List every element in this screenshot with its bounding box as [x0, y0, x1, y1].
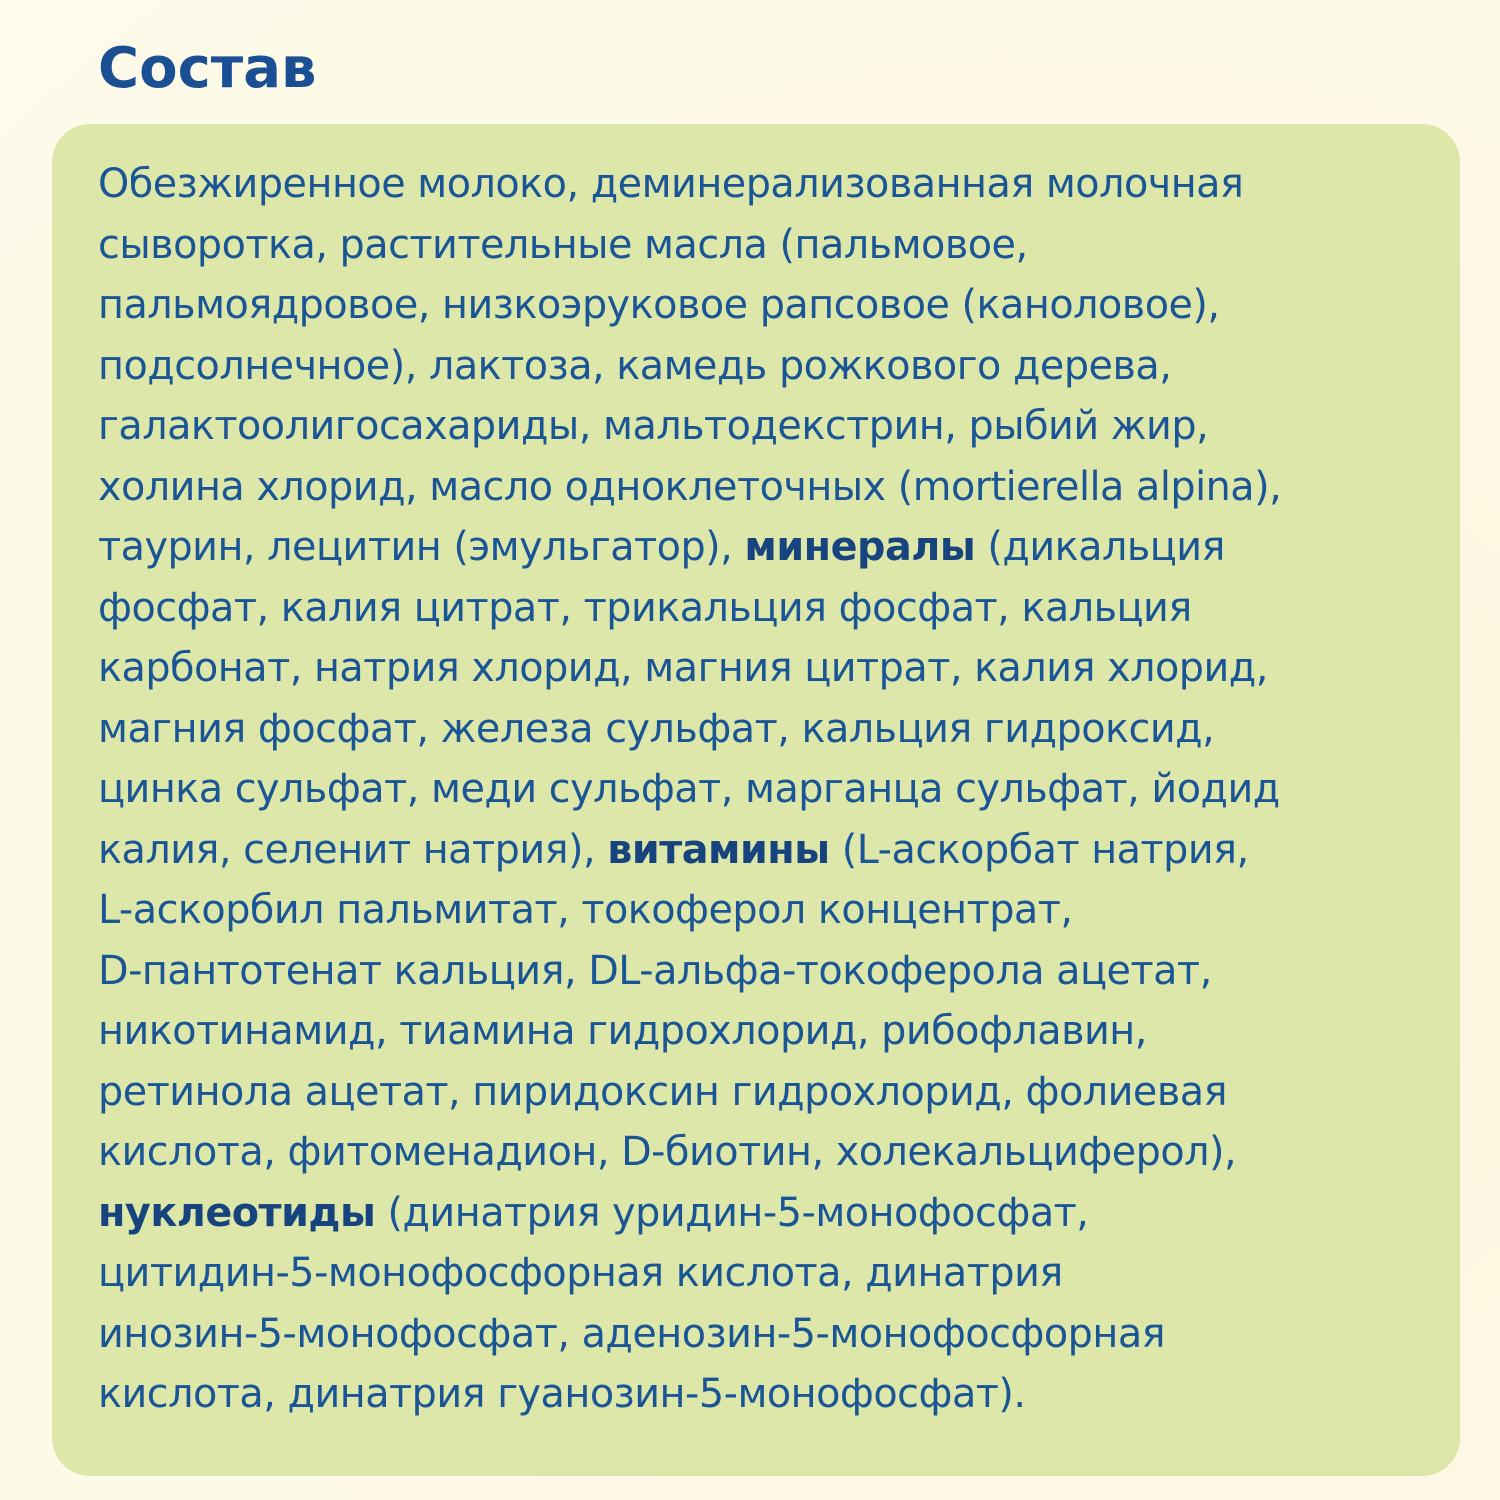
ingredients-line: пальмоядровое, низкоэруковое рапсовое (каноловое),: [98, 282, 1220, 328]
ingredients-line: ретинола ацетат, пиридоксин гидрохлорид, фолиевая: [98, 1068, 1227, 1115]
ingredients-line: фосфат, калия цитрат, трикальция фосфат, кальция: [98, 584, 1192, 631]
ingredients-line: холина хлорид, масло одноклеточных (mortierella alpina),: [98, 463, 1282, 510]
ingredients-line: кислота, фитоменадион, D-биотин, холекальциферол),: [98, 1129, 1237, 1175]
ingredients-line: D-пантотенат кальция, DL-альфа-токоферола ацетат,: [98, 947, 1212, 994]
ingredients-line: магния фосфат, железа сульфат, кальция гидроксид,: [98, 705, 1215, 752]
ingredients-line: [98, 820, 1428, 881]
ingredients-line: [98, 1183, 1428, 1244]
ingredients-line: никотинамид, тиамина гидрохлорид, рибофлавин,: [98, 1008, 1147, 1054]
ingredients-line: [98, 517, 1428, 578]
ingredients-line: карбонат, натрия хлорид, магния цитрат, калия хлорид,: [98, 645, 1268, 691]
vitamins-heading: витамины: [607, 826, 830, 873]
ingredients-text-segment: калия, селенит натрия),: [98, 826, 608, 873]
ingredients-line: Обезжиренное молоко, деминерализованная молочная: [98, 161, 1244, 207]
ingredients-line: сыворотка, растительные масла (пальмовое,: [98, 221, 1028, 268]
ingredients-text-segment: (дикальция: [975, 524, 1225, 570]
ingredients-line: галактоолигосахариды, мальтодекстрин, рыбий жир,: [98, 403, 1209, 449]
ingredients-line: инозин-5-монофосфат, аденозин-5-монофосфорная: [98, 1310, 1166, 1357]
ingredients-line: L-аскорбил пальмитат, токоферол концентрат,: [98, 887, 1073, 933]
ingredients-line: цитидин-5-монофосфорная кислота, динатрия: [98, 1250, 1063, 1296]
minerals-heading: минералы: [744, 524, 976, 570]
nucleotides-heading: нуклеотиды: [98, 1189, 376, 1236]
ingredients-text: [98, 154, 1438, 1425]
ingredients-line: подсолнечное), лактоза, камедь рожкового дерева,: [98, 342, 1172, 389]
ingredients-text-segment: таурин, лецитин (эмульгатор),: [98, 524, 745, 570]
ingredients-text-segment: (динатрия уридин-5-монофосфат,: [375, 1189, 1089, 1236]
ingredients-line: кислота, динатрия гуанозин-5-монофосфат).: [98, 1371, 1026, 1417]
ingredients-line: цинка сульфат, меди сульфат, марганца сульфат, йодид: [98, 766, 1280, 812]
ingredients-text-segment: (L-аскорбат натрия,: [829, 826, 1249, 873]
page-title: Состав: [98, 36, 317, 101]
